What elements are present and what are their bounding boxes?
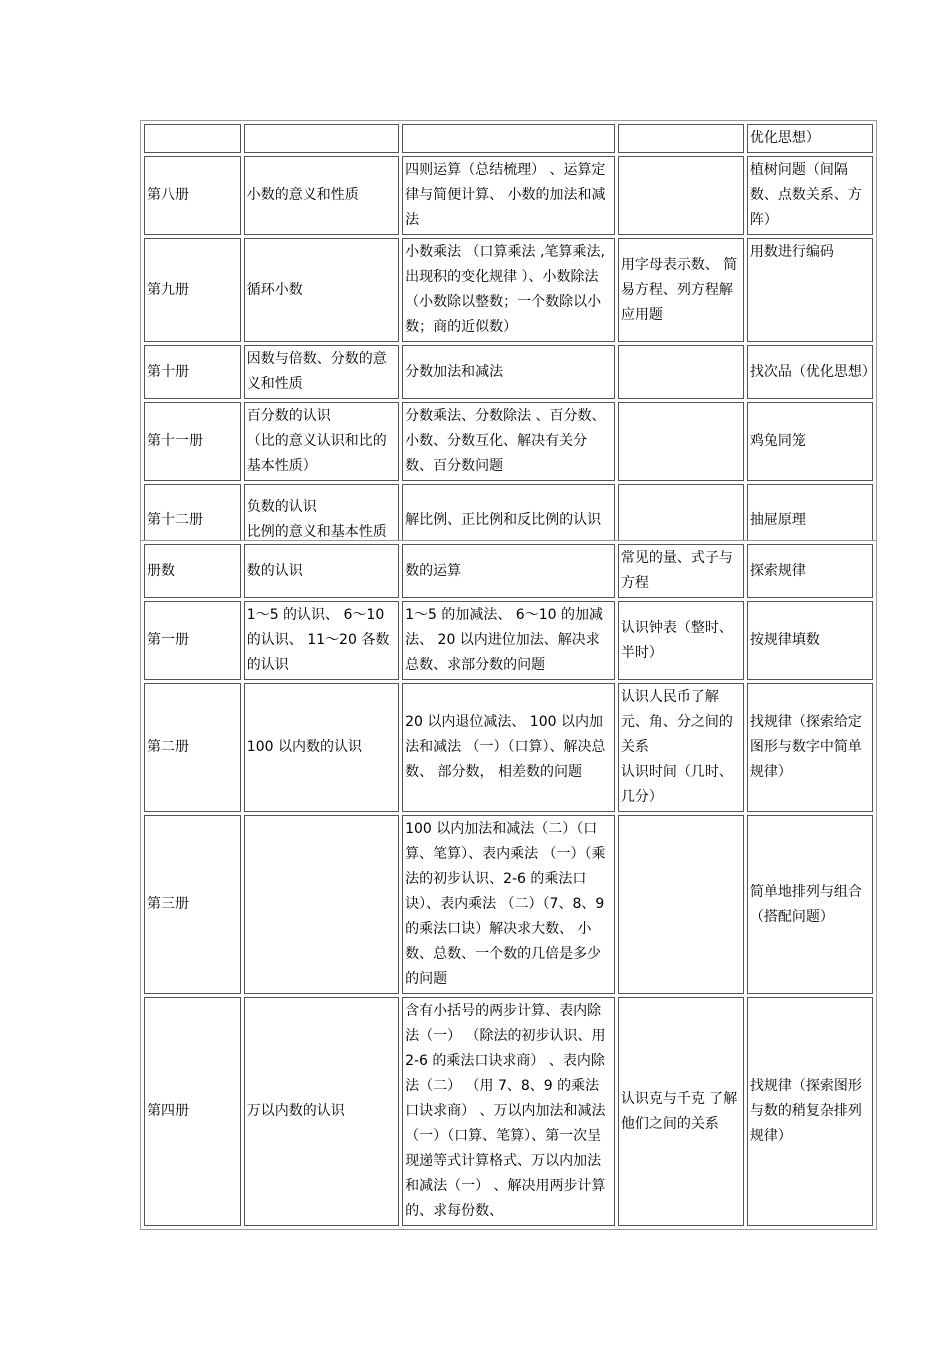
cell-operations: 100 以内加法和减法（二）（口算、笔算）、表内乘法 （一）（乘法的初步认识、2-6 的乘法口诀）、表内乘法 （二）（7、8、9 的乘法口诀）解决求大数、 小数、总数、一个数的几倍是多少的问题	[402, 815, 615, 994]
cell-volume	[144, 124, 241, 153]
header-quantities: 常见的量、式子与方程	[618, 544, 744, 598]
cell-operations: 含有小括号的两步计算、表内除法（一） （除法的初步认识、用 2-6 的乘法口诀求商） 、表内除法（二） （用 7、8、9 的乘法口诀求商） 、万以内加法和减法（一）（口算、笔算）、第一次呈现递等式计算格式、万以内加法和减法（一） 、解决用两步计算的、求每份数、	[402, 997, 615, 1226]
header-patterns: 探索规律	[747, 544, 873, 598]
cell-patterns: 优化思想）	[747, 124, 873, 153]
cell-volume: 第十册	[144, 345, 241, 399]
cell-operations: 分数乘法、分数除法 、百分数、小数、分数互化、解决有关分数、百分数问题	[402, 402, 615, 481]
cell-number-recognition	[244, 815, 399, 994]
cell-quantities	[618, 402, 744, 481]
table-header-row	[144, 544, 873, 598]
header-operations: 数的运算	[402, 544, 615, 598]
table-row	[144, 124, 873, 153]
table-row	[144, 238, 873, 342]
cell-operations: 1～5 的加减法、 6～10 的加减法、 20 以内进位加法、解决求总数、求部分数的问题	[402, 601, 615, 680]
cell-quantities: 用字母表示数、 简易方程、列方程解应用题	[618, 238, 744, 342]
table-row	[144, 815, 873, 994]
cell-patterns: 鸡兔同笼	[747, 402, 873, 481]
cell-number-recognition: 万以内数的认识	[244, 997, 399, 1226]
cell-patterns: 找规律（探索图形与数的稍复杂排列规律）	[747, 997, 873, 1226]
cell-quantities	[618, 156, 744, 235]
cell-volume: 第八册	[144, 156, 241, 235]
header-number-recognition: 数的认识	[244, 544, 399, 598]
header-volume: 册数	[144, 544, 241, 598]
cell-operations: 小数乘法 （口算乘法 ,笔算乘法,出现积的变化规律 ）、小数除法 （小数除以整数；一个数除以小数；商的近似数）	[402, 238, 615, 342]
cell-volume: 第四册	[144, 997, 241, 1226]
table-row	[144, 997, 873, 1226]
cell-volume: 第二册	[144, 683, 241, 812]
cell-number-recognition: 百分数的认识 （比的意义认识和比的基本性质）	[244, 402, 399, 481]
cell-volume: 第十一册	[144, 402, 241, 481]
cell-number-recognition: 因数与倍数、分数的意义和性质	[244, 345, 399, 399]
cell-quantities: 认识人民币了解元、角、分之间的关系 认识时间（几时、几分）	[618, 683, 744, 812]
table-row	[144, 683, 873, 812]
cell-number-recognition: 负数的认识 比例的意义和基本性质	[244, 484, 399, 556]
cell-number-recognition	[244, 124, 399, 153]
cell-volume: 第十二册	[144, 484, 241, 556]
table-row	[144, 156, 873, 235]
cell-patterns: 按规律填数	[747, 601, 873, 680]
cell-operations: 解比例、正比例和反比例的认识	[402, 484, 615, 556]
cell-quantities: 认识钟表（整时、半时）	[618, 601, 744, 680]
table-row	[144, 345, 873, 399]
cell-patterns: 抽屉原理	[747, 484, 873, 556]
cell-volume: 第九册	[144, 238, 241, 342]
cell-operations: 分数加法和减法	[402, 345, 615, 399]
cell-quantities: 认识克与千克 了解他们之间的关系	[618, 997, 744, 1226]
cell-volume: 第一册	[144, 601, 241, 680]
cell-operations: 四则运算（总结梳理） 、运算定律与简便计算、 小数的加法和减法	[402, 156, 615, 235]
cell-patterns: 用数进行编码	[747, 238, 873, 342]
cell-number-recognition: 循环小数	[244, 238, 399, 342]
cell-quantities	[618, 124, 744, 153]
cell-quantities	[618, 345, 744, 399]
cell-patterns: 找规律（探索给定图形与数字中简单规律）	[747, 683, 873, 812]
curriculum-table-lower	[140, 540, 877, 1230]
cell-quantities	[618, 815, 744, 994]
cell-number-recognition: 小数的意义和性质	[244, 156, 399, 235]
cell-volume: 第三册	[144, 815, 241, 994]
table-row	[144, 601, 873, 680]
cell-operations	[402, 124, 615, 153]
cell-number-recognition: 1～5 的认识、 6～10 的认识、 11～20 各数的认识	[244, 601, 399, 680]
cell-number-recognition: 100 以内数的认识	[244, 683, 399, 812]
curriculum-table-upper	[140, 120, 877, 560]
cell-patterns: 找次品（优化思想）	[747, 345, 873, 399]
cell-patterns: 植树问题（间隔数、点数关系、方阵）	[747, 156, 873, 235]
table-row	[144, 402, 873, 481]
cell-patterns: 简单地排列与组合 （搭配问题）	[747, 815, 873, 994]
cell-operations: 20 以内退位减法、 100 以内加法和减法 （一）（口算）、解决总数、 部分数， 相差数的问题	[402, 683, 615, 812]
